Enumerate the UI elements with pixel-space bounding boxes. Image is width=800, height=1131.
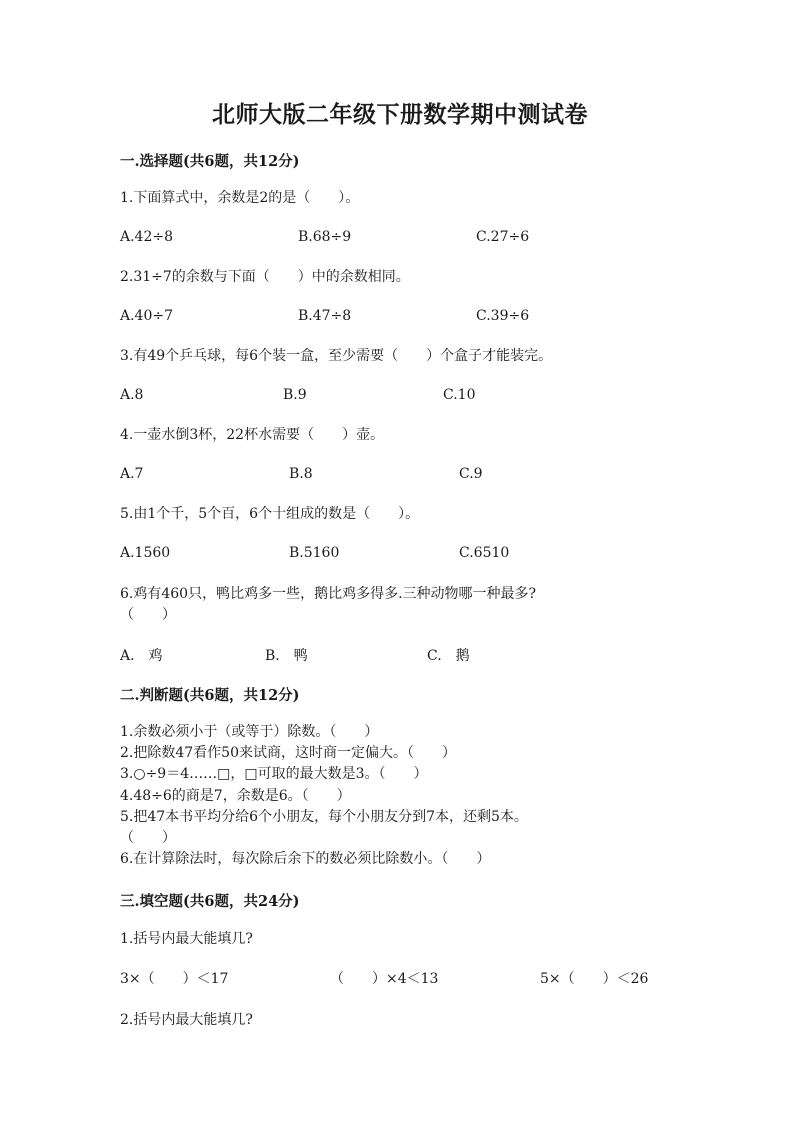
q1-option-b: B.68÷9	[298, 229, 352, 245]
judgment-item-4: 4.48÷6的商是7，余数是6。（ ）	[120, 788, 351, 804]
q2-option-c: C.39÷6	[476, 308, 530, 324]
question-4: 4.一壶水倒3杯，22杯水需要（ ）壶。	[120, 427, 385, 443]
page-title: 北师大版二年级下册数学期中测试卷	[212, 101, 588, 128]
q4-option-a: A.7	[120, 466, 144, 482]
judgment-item-1: 1.余数必须小于（或等于）除数。（ ）	[120, 724, 379, 740]
judgment-item-6: 6.在计算除法时，每次除后余下的数必须比除数小。（ ）	[120, 851, 491, 867]
judgment-item-3: 3.○÷9＝4……□，□可取的最大数是3。（ ）	[120, 766, 428, 782]
section-heading-judgment: 二.判断题(共6题，共12分)	[120, 687, 300, 704]
fill-question-1: 1.括号内最大能填几?	[120, 931, 253, 947]
q4-option-c: C.9	[459, 466, 483, 482]
question-5: 5.由1个千，5个百，6个十组成的数是（ ）。	[120, 506, 420, 522]
section-heading-fill: 三.填空题(共6题，共24分)	[120, 893, 300, 910]
judgment-item-2: 2.把除数47看作50来试商，这时商一定偏大。（ ）	[120, 745, 456, 761]
q5-option-a: A.1560	[120, 545, 171, 561]
question-1: 1.下面算式中，余数是2的是（ ）。	[120, 190, 360, 206]
judgment-item-5: 5.把47本书平均分给6个小朋友，每个小朋友分到7本，还剩5本。	[120, 809, 528, 825]
q5-option-b: B.5160	[289, 545, 340, 561]
q5-option-c: C.6510	[459, 545, 510, 561]
q2-option-b: B.47÷8	[298, 308, 352, 324]
fill-blank-1: 3×（ ）＜17	[120, 971, 229, 987]
q1-option-c: C.27÷6	[476, 229, 530, 245]
question-6-blank: （ ）	[120, 607, 176, 623]
judgment-item-5-blank: （ ）	[120, 830, 176, 846]
fill-blank-3: 5×（ ）＜26	[540, 971, 649, 987]
question-6: 6.鸡有460只，鸭比鸡多一些，鹅比鸡多得多.三种动物哪一种最多?	[120, 586, 537, 602]
q4-option-b: B.8	[289, 466, 313, 482]
q3-option-c: C.10	[443, 387, 476, 403]
question-3: 3.有49个乒乓球，每6个装一盒，至少需要（ ）个盒子才能装完。	[120, 348, 553, 364]
q3-option-a: A.8	[120, 387, 144, 403]
q6-option-a: A. 鸡	[120, 648, 163, 664]
fill-blank-2: （ ）×4＜13	[330, 971, 439, 987]
question-2: 2.31÷7的余数与下面（ ）中的余数相同。	[120, 269, 410, 285]
section-heading-choice: 一.选择题(共6题，共12分)	[120, 153, 300, 170]
q1-option-a: A.42÷8	[120, 229, 174, 245]
q6-option-b: B. 鸭	[265, 648, 308, 664]
q3-option-b: B.9	[283, 387, 307, 403]
q2-option-a: A.40÷7	[120, 308, 174, 324]
q6-option-c: C. 鹅	[427, 648, 470, 664]
fill-question-2: 2.括号内最大能填几?	[120, 1012, 253, 1028]
